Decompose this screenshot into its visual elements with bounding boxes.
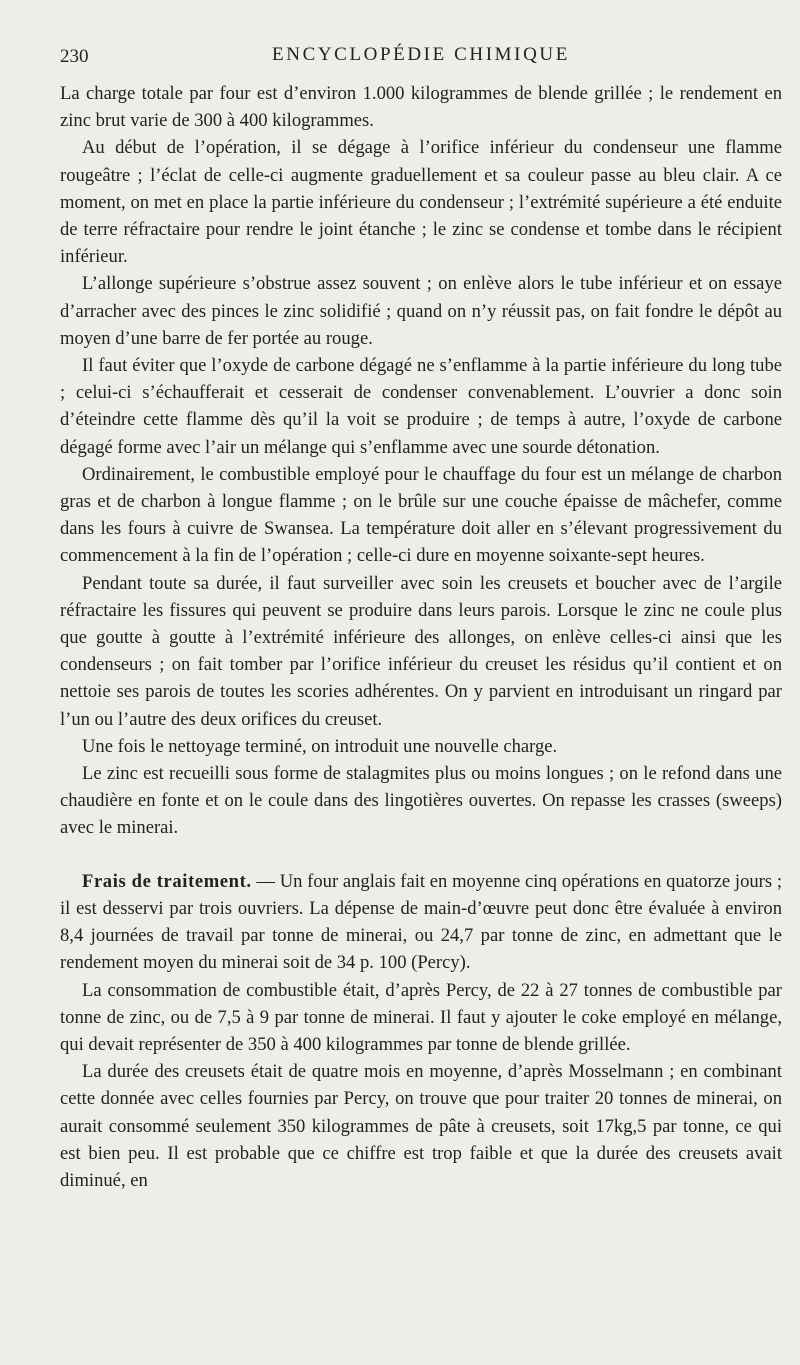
paragraph: L’allonge supérieure s’obstrue assez souvent ; on enlève alors le tube inférieur et on essaye d’arracher avec des pinces le zinc solidifié ; quand on n’y réussit pas, on fait fondre le dépôt au moyen d’une barre de fer portée au rouge. bbox=[60, 273, 782, 349]
section-lead-paragraph bbox=[60, 868, 782, 977]
paragraph: Une fois le nettoyage terminé, on introduit une nouvelle charge. bbox=[82, 735, 558, 757]
paragraph: Pendant toute sa durée, il faut surveiller avec soin les creusets et boucher avec de l’argile réfractaire les fissures qui peuvent se produire dans leurs parois. Lorsque le zinc ne coule plus que goutte à goutte à l’extrémité inférieure des allonges, on enlève celles-ci ainsi que les condenseurs ; on fait tomber par l’orifice inférieur du creuset les résidus qu’il contient et on nettoie ses parois de toutes les scories adhérentes. On y parvient en introduisant un ringard par l’un ou l’autre des deux orifices du creuset. bbox=[60, 572, 782, 730]
section-gap bbox=[60, 842, 782, 868]
running-head bbox=[60, 40, 782, 74]
paragraph: Au début de l’opération, il se dégage à l’orifice inférieur du condenseur une flamme rougeâtre ; l’éclat de celle-ci augmente graduellement et sa couleur passe au bleu clair. A ce moment, on met en place la partie inférieure du condenseur ; l’extrémité supérieure a été enduite de terre réfractaire pour rendre le joint étanche ; le zinc se condense et tombe dans le récipient inférieur. bbox=[60, 137, 782, 268]
paragraph: La durée des creusets était de quatre mois en moyenne, d’après Mosselmann ; en combinant cette donnée avec celles fournies par Percy, on trouve que pour traiter 20 tonnes de minerai, on aurait consommé seulement 350 kilogrammes de pâte à creusets, soit 17kg,5 par tonne, ce qui est bien peu. Il est probable que ce chiffre est trop faible et que la durée des creusets avait diminué, en bbox=[60, 1061, 782, 1191]
paragraph: Ordinairement, le combustible employé pour le chauffage du four est un mélange de charbon gras et de charbon à longue flamme ; on le brûle sur une couche épaisse de mâchefer, comme dans les fours à cuivre de Swansea. La température doit aller en s’élevant progressivement du commencement à la fin de l’opération ; celle-ci dure en moyenne soixante-sept heures. bbox=[60, 463, 782, 567]
paragraph: La consommation de combustible était, d’après Percy, de 22 à 27 tonnes de combustible par tonne de zinc, ou de 7,5 à 9 par tonne de minerai. Il faut y ajouter le coke employé en mélange, qui devait représenter de 350 à 400 kilogrammes par tonne de blende grillée. bbox=[60, 979, 782, 1055]
running-title: ENCYCLOPÉDIE CHIMIQUE bbox=[272, 44, 570, 65]
paragraph: Il faut éviter que l’oxyde de carbone dégagé ne s’enflamme à la partie inférieure du long tube ; celui-ci s’échaufferait et cesserait de condenser convenablement. L’ouvrier a donc soin d’éteindre cette flamme dès qu’il la voit se produire ; de temps à autre, l’oxyde de carbone dégagé forme avec l’air un mélange qui s’enflamme avec une sourde détonation. bbox=[60, 355, 782, 458]
section-lead-text: — Un four anglais fait en moyenne cinq opérations en quatorze jours ; il est desservi par trois ouvriers. La dépense de main-d’œuvre peut donc être évaluée à environ 8,4 journées de travail par tonne de minerai, ou 24,7 par tonne de zinc, en admettant que le rendement moyen du minerai soit de 34 p. 100 (Percy). bbox=[60, 870, 783, 974]
book-page bbox=[60, 40, 782, 1350]
paragraph: La charge totale par four est d’environ 1.000 kilogrammes de blende grillée ; le rendement en zinc brut varie de 300 à 400 kilogrammes. bbox=[60, 83, 782, 132]
section-heading: Frais de traitement. bbox=[82, 870, 252, 892]
page-number: 230 bbox=[60, 46, 89, 67]
paragraph: Le zinc est recueilli sous forme de stalagmites plus ou moins longues ; on le refond dans une chaudière en fonte et on le coule dans des lingotières ouvertes. On repasse les crasses (sweeps) avec le minerai. bbox=[60, 763, 782, 839]
body-text bbox=[60, 80, 782, 1194]
